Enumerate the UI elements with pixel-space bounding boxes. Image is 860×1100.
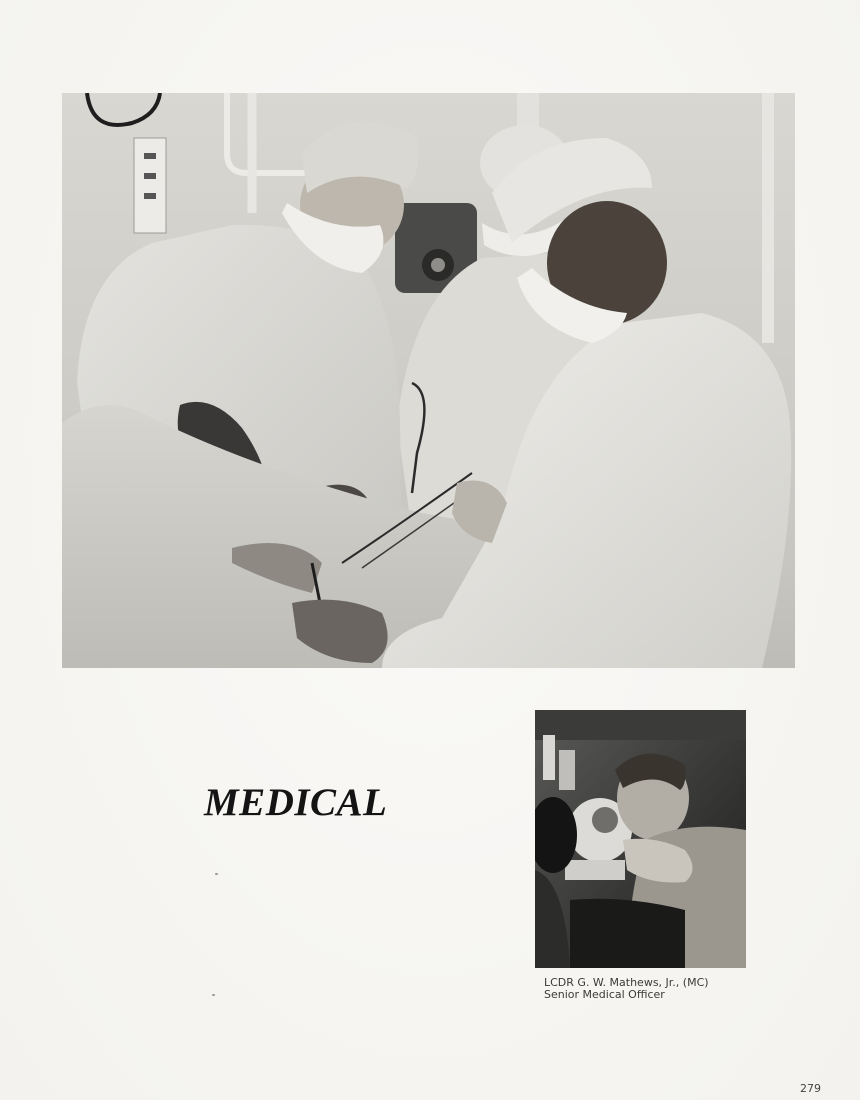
officer-portrait-drawing — [535, 710, 746, 968]
print-speck — [212, 994, 215, 996]
officer-portrait-photo — [535, 710, 746, 968]
caption-role-line: Senior Medical Officer — [544, 988, 665, 1001]
section-title: MEDICAL — [204, 781, 388, 824]
page-number: 279 — [800, 1082, 821, 1095]
photo-caption — [544, 977, 784, 1001]
caption-name-line: LCDR G. W. Mathews, Jr., (MC) — [544, 976, 709, 989]
surgery-photo — [62, 93, 795, 668]
surgery-photo-drawing — [62, 93, 795, 668]
print-speck — [215, 873, 218, 875]
